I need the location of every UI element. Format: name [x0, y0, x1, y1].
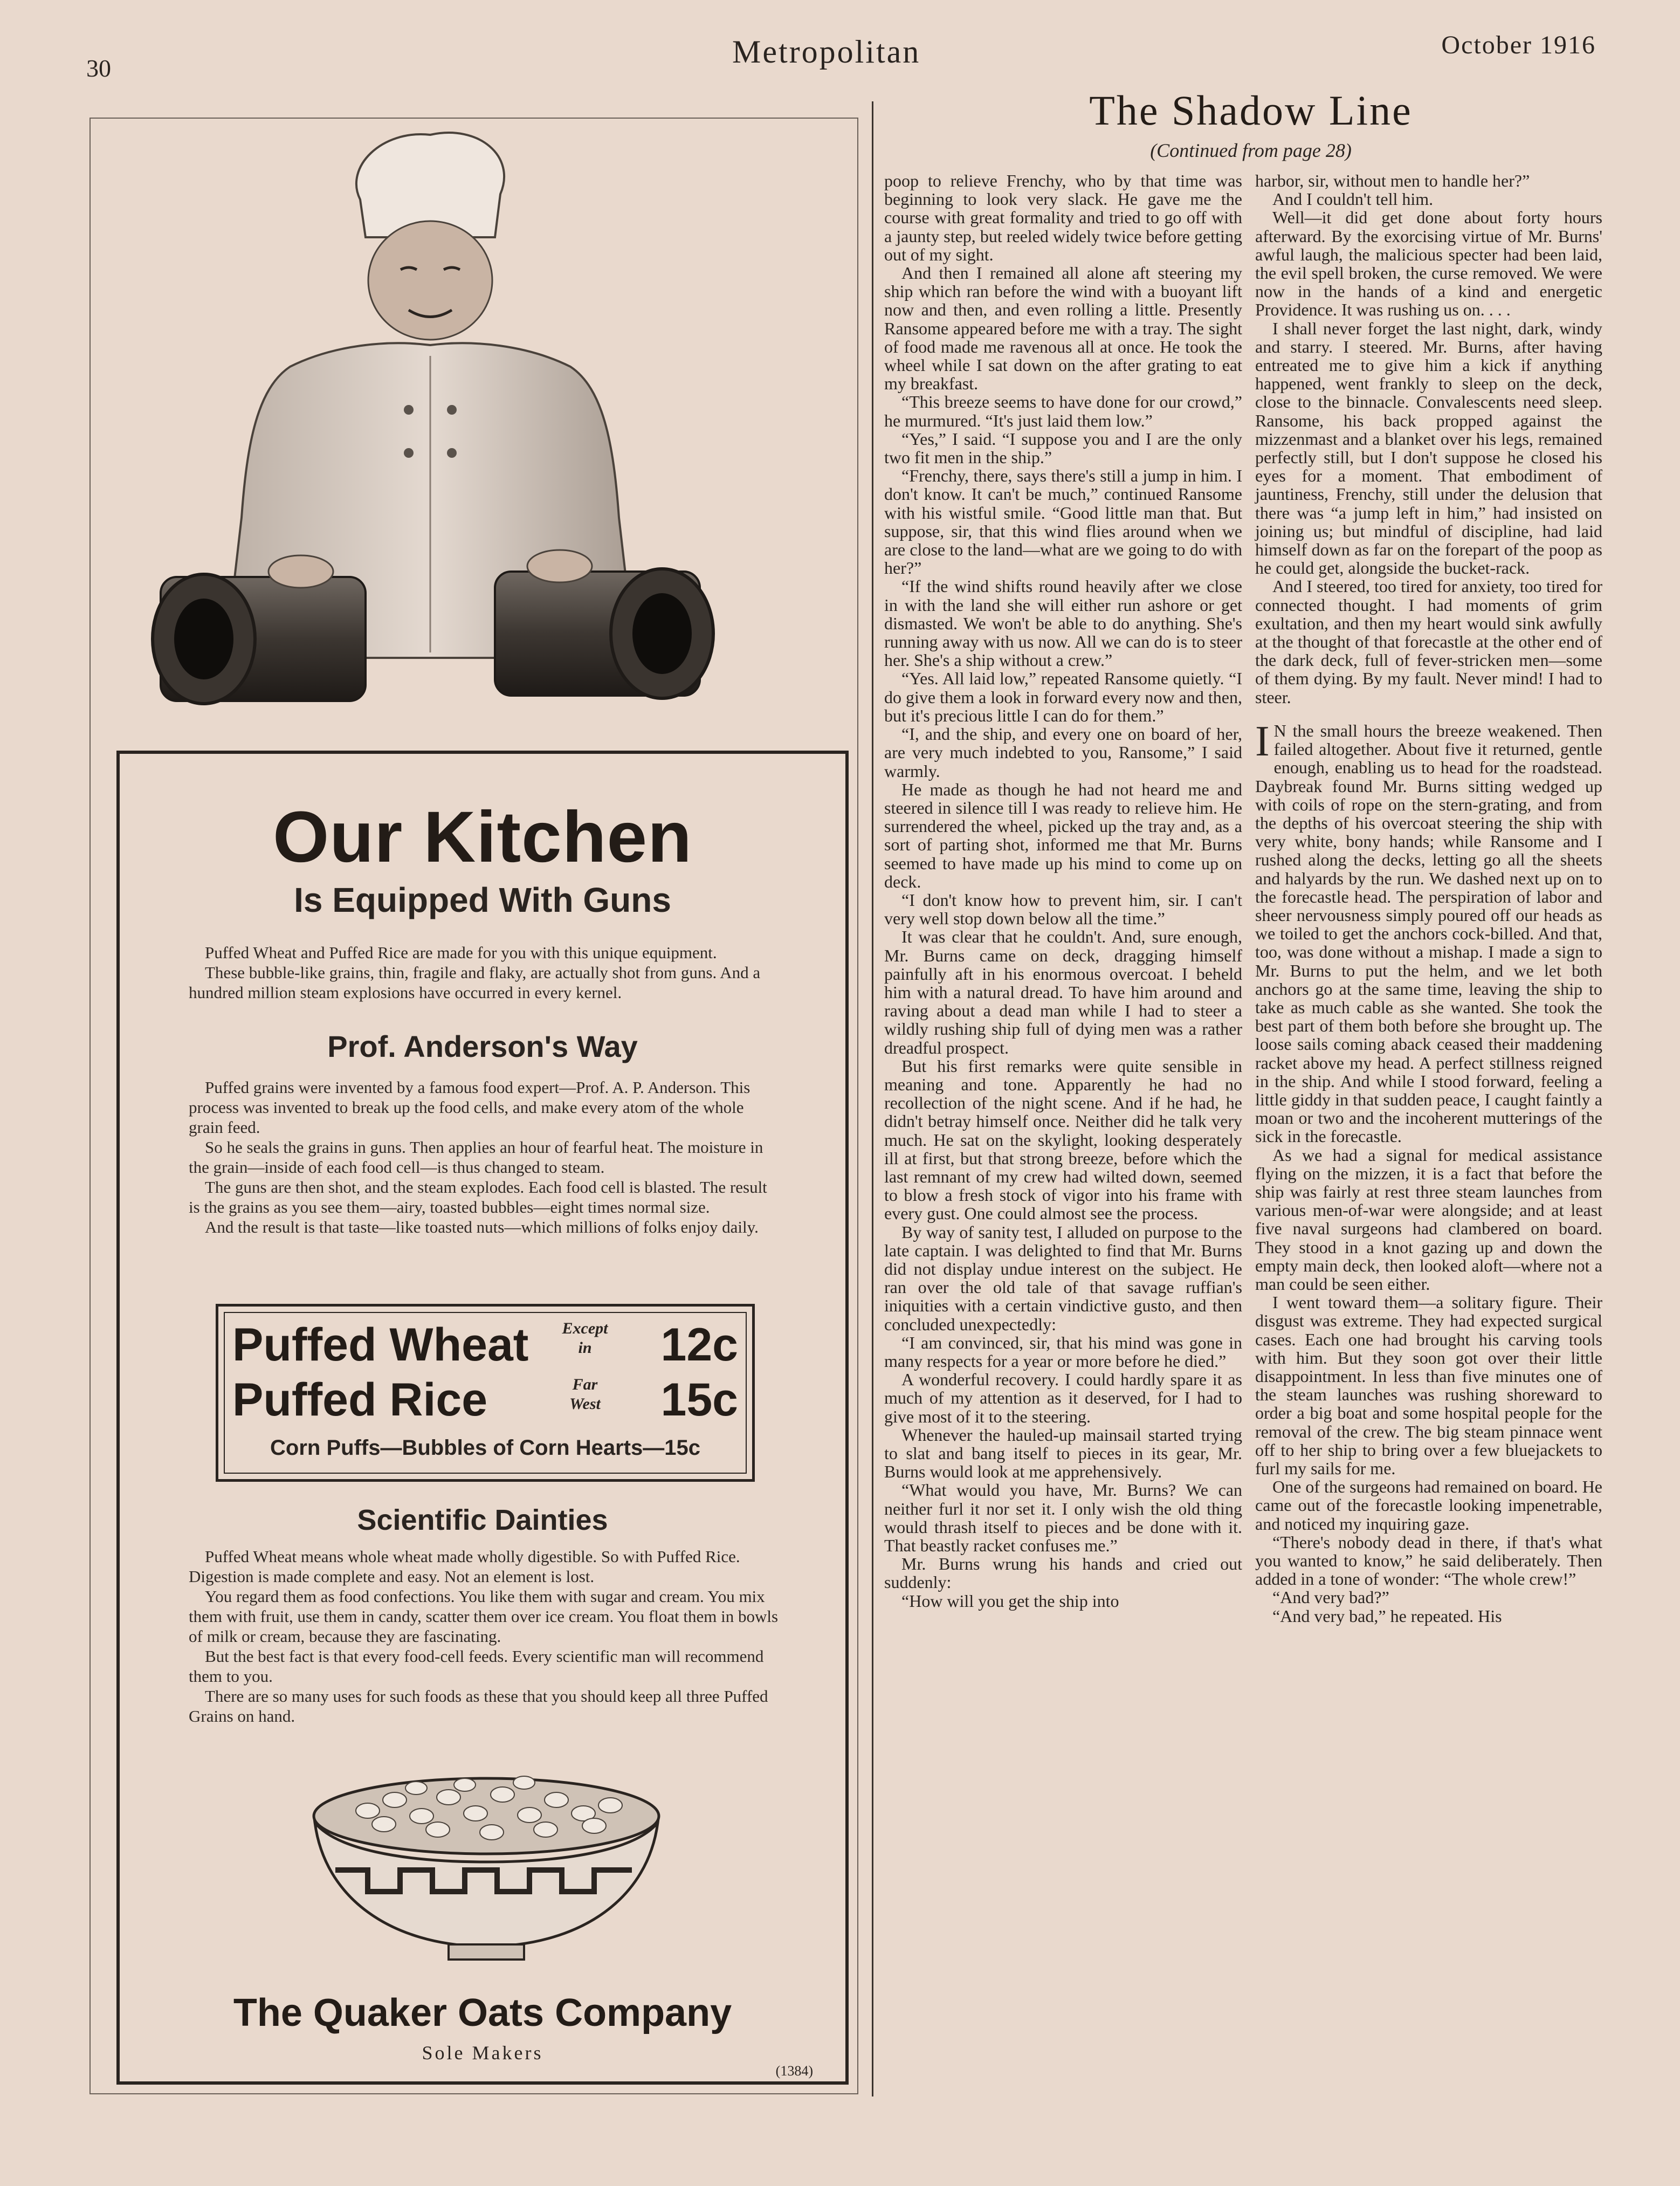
story-paragraph: As we had a signal for medical assistance flying on the mizzen, it is a fact that before the ship was fairly at rest three steam launches from various men-of-war were alongside; and at least five naval surgeons had clambered on board. They stood in a knot gazing up and down the empty main deck, then looked aloft—where not a man could be seen either. [1255, 1145, 1602, 1294]
story-continued-note: (Continued from page 28) [1150, 140, 1352, 161]
story-title: The Shadow Line [1089, 87, 1413, 134]
story-paragraph: Mr. Burns wrung his hands and cried out suddenly: [884, 1554, 1242, 1592]
ad-intro [189, 943, 782, 1002]
puffed-wheat-price: 12c [660, 1319, 738, 1371]
story-paragraph: By way of sanity test, I alluded on purpose to the late captain. I was delighted to find that Mr. Burns did not display undue interest on the subject. He ran over the old tale of that savage ruffian's iniquities with a certain vindictive gusto, and then concluded unexpectedly: [884, 1222, 1242, 1334]
story-paragraph: A wonderful recovery. I could hardly spare it as much of my attention as it deserved, for I had to give most of it to the steering. [884, 1370, 1242, 1426]
ad-intro-paragraph: These bubble-like grains, thin, fragile and flaky, are actually shot from guns. And a hundred million steam explosions have occurred in every kernel. [189, 963, 761, 1002]
ad-paragraph: Puffed grains were invented by a famous food expert—Prof. A. P. Anderson. This process was invented to break up the food cells, and make every atom of the whole grain feed. [189, 1078, 751, 1137]
ad-section-anderson [189, 1077, 782, 1237]
issue-date: October 1916 [1441, 31, 1596, 59]
price-note-far: Far [572, 1376, 598, 1393]
price-note-west: West [569, 1395, 601, 1413]
page-number: 30 [86, 54, 111, 82]
story-paragraph: “If the wind shifts round heavily after we close in with the land she will either run ashore or get dismasted. We won't be able to do anything. She's running away with us now. All we can do is to steer her. She's a ship without a crew.” [884, 576, 1242, 670]
story-paragraph: “What would you have, Mr. Burns? We can neither furl it nor set it. I only wish the old thing would thrash itself to pieces and be done with it. That beastly racket confuses me.” [884, 1480, 1242, 1556]
ad-subheadline: Is Equipped With Guns [294, 881, 671, 919]
story-paragraph: “Yes. All laid low,” repeated Ransome quietly. “I do give them a look in forward every now and then, but it's precious little I can do for them.” [884, 669, 1242, 725]
ad-code: (1384) [775, 2063, 813, 2079]
story-paragraph: “There's nobody dead in there, if that's what you wanted to know,” he said deliberately. Then added in a tone of wonder: “The whole crew!” [1255, 1532, 1602, 1589]
story-paragraph: But his first remarks were quite sensible in meaning and tone. Apparently he had no recollection of the night scene. And if he had, he didn't betray himself once. Neither did he talk very much. He sat on the skylight, looking desperately ill at first, but that strong breeze, before which the last remnant of my crew had wilted down, seemed to blow a fresh stock of vigor into his frame with every gust. One could almost see the process. [884, 1056, 1242, 1223]
story-paragraph: And then I remained all alone aft steering my ship which ran before the wind with a buoyant lift now and then, and even rolling a little. Presently Ransome appeared before me with a tray. The sight of food made me ravenous all at once. He took the wheel while I sat down on the after grating to eat my breakfast. [884, 263, 1242, 394]
price-note-in: in [578, 1339, 592, 1357]
story-column-left [884, 171, 1242, 1610]
company-name: The Quaker Oats Company [233, 1991, 732, 2034]
story-paragraph: It was clear that he couldn't. And, sure enough, Mr. Burns came on deck, dragging himself painfully aft in his enormous overcoat. I beheld him with a natural dread. To have him around and raving about a dead man while I had to steer a wildly rushing ship full of dying men was a rather dreadful prospect. [884, 927, 1242, 1057]
story-paragraph: “Frenchy, there, says there's still a jump in him. I don't know. It can't be much,” continued Ransome with his wistful smile. “Good little man that. But suppose, sir, that this wind flies around when we are close to the land—what are we going to do with her?” [884, 466, 1242, 578]
ad-paragraph: And the result is that taste—like toasted nuts—which millions of folks enjoy daily. [205, 1218, 759, 1236]
puffed-rice-price: 15c [660, 1374, 738, 1426]
story-paragraph: One of the surgeons had remained on board. He came out of the forecastle looking impenetrable, and noticed my inquiring gaze. [1255, 1477, 1602, 1534]
story-paragraph: “I don't know how to prevent him, sir. I can't very well stop down below all the time.” [884, 890, 1242, 929]
story-paragraph: harbor, sir, without men to handle her?” [1255, 171, 1530, 190]
ad-intro-paragraph: Puffed Wheat and Puffed Rice are made for you with this unique equipment. [205, 943, 717, 962]
ad-section-dainties [189, 1546, 782, 1726]
story-paragraph: “And very bad,” he repeated. His [1272, 1606, 1502, 1626]
story-paragraph: And I couldn't tell him. [1272, 189, 1434, 209]
magazine-title: Metropolitan [732, 34, 921, 70]
sole-makers: Sole Makers [422, 2042, 543, 2064]
price-note-except: Except [562, 1319, 608, 1337]
story-paragraph: Whenever the hauled-up mainsail started trying to slat and bang itself to pieces in its gear, Mr. Burns would look at me apprehensively. [884, 1425, 1242, 1482]
story-paragraph: He made as though he had not heard me and steered in silence till I was ready to relieve him. He surrendered the wheel, picked up the tray and, as a sort of parting shot, informed me that Mr. Burns seemed to have made up his mind to come up on deck. [884, 779, 1242, 891]
ad-headline: Our Kitchen [273, 797, 692, 877]
story-paragraph: “I am convinced, sir, that his mind was gone in many respects for a year or more before he died.” [884, 1332, 1242, 1371]
chef-with-puffing-guns-illustration [128, 108, 721, 755]
story-paragraph: “This breeze seems to have done for our crowd,” he murmured. “It's just laid them low.” [884, 392, 1242, 430]
story-paragraph: “I, and the ship, and every one on board of her, are very much indebted to you, Ransome,” I said warmly. [884, 724, 1242, 781]
story-paragraph: “And very bad?” [1272, 1587, 1389, 1607]
cereal-bowl-illustration [303, 1773, 670, 1967]
ad-section-title-dainties: Scientific Dainties [357, 1504, 608, 1536]
ad-paragraph: So he seals the grains in guns. Then applies an hour of fearful heat. The moisture in the grain—inside of each food cell—is thus changed to steam. [189, 1138, 763, 1177]
story-column-right [1255, 171, 1602, 1625]
story-paragraph-text: N the small hours the breeze weakened. Then failed altogether. About five it returned, gentle enough, enabling us to head for the roadstead. Daybreak found Mr. Burns sitting wedged up with coils of rope on the stern-grating, and from the depths of his overcoat steering the ship with very white, bony hands; while Ransome and I rushed along the decks, letting go all the sheets and halyards by the run. We dashed next up on to the forecastle head. The perspiration of labor and sheer nervousness simply poured off our heads as we toiled to get the anchors cock-billed. And that, too, was done without a mishap. I made a sign to Mr. Burns to put the helm, and we let both anchors go at the same time, leaving the ship to take as much cable as she wanted. She took the best part of them both before she brought up. The loose sails coming aback ceased their maddening racket above my head. A perfect stillness reigned in the ship. And while I stood forward, feeling a little giddy in that sudden peace, I caught faintly a moan or two and the incoherent mutterings of the sick in the forecastle. [1255, 720, 1602, 1146]
ad-paragraph: You regard them as food confections. You like them with sugar and cream. You mix them with fruit, use them in candy, scatter them over ice cream. You float them in bowls of milk or cream, because they are fascinating. [189, 1587, 779, 1646]
advertisement-copy-box [116, 751, 849, 2085]
story-paragraph: Well—it did get done about forty hours afterward. By the exorcising virtue of Mr. Burns' awful laugh, the malicious specter had been laid, the evil spell broken, the curse removed. We were now in the hands of a kind and energetic Providence. It was rushing us on. . . . [1255, 208, 1602, 320]
column-rule [872, 101, 873, 2096]
corn-puffs-line: Corn Puffs—Bubbles of Corn Hearts—15c [270, 1436, 700, 1460]
story-paragraph: “Yes,” I said. “I suppose you and I are the only two fit men in the ship.” [884, 429, 1242, 468]
drop-cap: I [1255, 717, 1270, 765]
ad-paragraph: There are so many uses for such foods as these that you should keep all three Puffed Grains on hand. [189, 1687, 768, 1726]
story-section-start [1255, 717, 1602, 1146]
puffed-wheat-name: Puffed Wheat [232, 1319, 529, 1371]
story-paragraph: And I steered, too tired for anxiety, too tired for connected thought. I had moments of grim exultation, and then my heart would sink awfully at the thought of that forecastle at the other end of the dark deck, full of fever-stricken men—some of them dying. By my fault. Never mind! I had to steer. [1255, 576, 1602, 707]
price-box [216, 1304, 755, 1482]
puffed-rice-name: Puffed Rice [232, 1374, 488, 1426]
ad-paragraph: The guns are then shot, and the steam explodes. Each food cell is blasted. The result is the grains as you see them—airy, toasted bubbles—eight times normal size. [189, 1178, 767, 1216]
ad-paragraph: Puffed Wheat means whole wheat made wholly digestible. So with Puffed Rice. Digestion is made complete and easy. Not an element is lost. [189, 1547, 740, 1586]
story-paragraph: “How will you get the ship into [901, 1591, 1119, 1611]
story-paragraph: I shall never forget the last night, dark, windy and starry. I steered. Mr. Burns, after having entreated me to give him a kick if anything happened, went frankly to sleep on the deck, close to the binnacle. Convalescents need sleep. Ransome, his back propped against the mizzenmast and a blanket over his legs, remained perfectly still, but I don't suppose he closed his eyes for a moment. That embodiment of jauntiness, Frenchy, still under the delusion that there was “a jump left in him,” had insisted on joining us; but mindful of discipline, had laid himself down as far on the forepart of the poop as he could get, alongside the bucket-rack. [1255, 318, 1602, 578]
story-paragraph: poop to relieve Frenchy, who by that time was beginning to look very slack. He gave me the course with great formality and tried to go off with a jaunty step, but reeled widely twice before getting out of my sight. [884, 171, 1242, 264]
story-paragraph: I went toward them—a solitary figure. Their disgust was extreme. They had expected surgical cases. Each one had brought his carving tools with him. But they soon got over their little disappointment. In less than five minutes one of the steam launches was rushing shoreward to order a big boat and some hospital people for the removal of the crew. The big steam pinnace went off to her ship to bring over a few bluejackets to furl my sails for me. [1255, 1293, 1602, 1479]
ad-section-title-anderson: Prof. Anderson's Way [327, 1029, 638, 1063]
ad-paragraph: But the best fact is that every food-cell feeds. Every scientific man will recommend them to you. [189, 1647, 764, 1686]
